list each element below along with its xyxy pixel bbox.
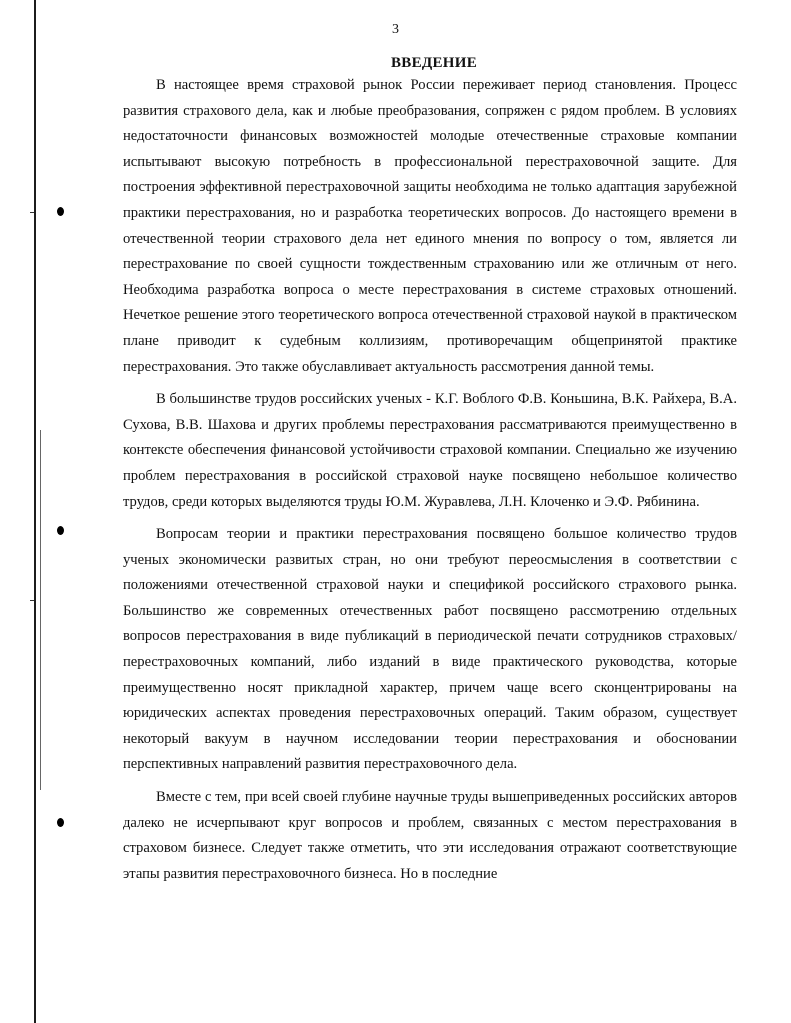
- scan-shadow-line: [40, 430, 41, 790]
- punch-hole-mark: [57, 818, 64, 827]
- paragraph: В настоящее время страховой рынок России переживает период становления. Процесс развития страхового дела, как и любые преобразования, сопряжен с рядом проблем. В условиях недостаточности финансовых возможностей молодые отечественные страховые компании испытывают высокую потребность в профессиональной перестраховочной защите. Для построения эффективной перестраховочной защиты необходима не только адаптация зарубежной практики перестрахования, но и разработка теоретических вопросов. До настоящего времени в отечественной теории страхового дела нет единого мнения по вопросу о том, является ли перестрахование по своей сущности тождественным страхованию или же отличным от него. Необходима разработка вопроса о месте перестрахования в системе страховых отношений. Нечеткое решение этого теоретического вопроса отечественной страховой наукой в практическом плане приводит к судебным коллизиям, противоречащим общепринятой практике перестрахования. Это также обуславливает актуальность рассмотрения данной темы.: [123, 77, 737, 375]
- paragraph: В большинстве трудов российских ученых - К.Г. Воблого Ф.В. Коньшина, В.К. Райхера, В.А. Сухова, В.В. Шахова и других проблемы перестрахования рассматриваются преимущественно в контексте обеспечения финансовой устойчивости страховой компании. Специально же изучению проблем перестрахования в российской страховой науке посвящено небольшое количество трудов, среди которых выделяются труды Ю.М. Журавлева, Л.Н. Клоченко и Э.Ф. Рябинина.: [123, 391, 737, 510]
- paragraph: Вопросам теории и практики перестрахования посвящено большое количество трудов ученых экономически развитых стран, но они требуют переосмысления в соответствии с положениями отечественной страховой науки и спецификой российского страхового рынка. Большинство же современных отечественных работ посвящено рассмотрению отдельных вопросов перестрахования в виде публикаций в периодической печати сотрудников страховых/перестраховочных компаний, либо изданий в виде практического руководства, которые преимущественно носят прикладной характер, причем чаще всего сконцентрированы на юридических аспектах проведения перестраховочных операций. Таким образом, существует некоторый вакуум в научном исследовании теории перестрахования и обосновании перспективных направлений развития перестраховочного дела.: [123, 526, 737, 773]
- page-number: 3: [392, 22, 399, 37]
- punch-hole-mark: [57, 526, 64, 535]
- scan-tick-mark: [30, 600, 34, 601]
- scan-binding-edge: [34, 0, 36, 1023]
- scan-tick-mark: [30, 212, 34, 213]
- document-body: [123, 73, 737, 887]
- punch-hole-mark: [57, 207, 64, 216]
- page-title: ВВЕДЕНИЕ: [390, 55, 478, 71]
- paragraph: Вместе с тем, при всей своей глубине научные труды вышеприведенных российских авторов далеко не исчерпывают круг вопросов и проблем, связанных с местом перестрахования в страховом бизнесе. Следует также отметить, что эти исследования отражают соответствующие этапы развития перестраховочного бизнеса. Но в последние: [123, 789, 737, 882]
